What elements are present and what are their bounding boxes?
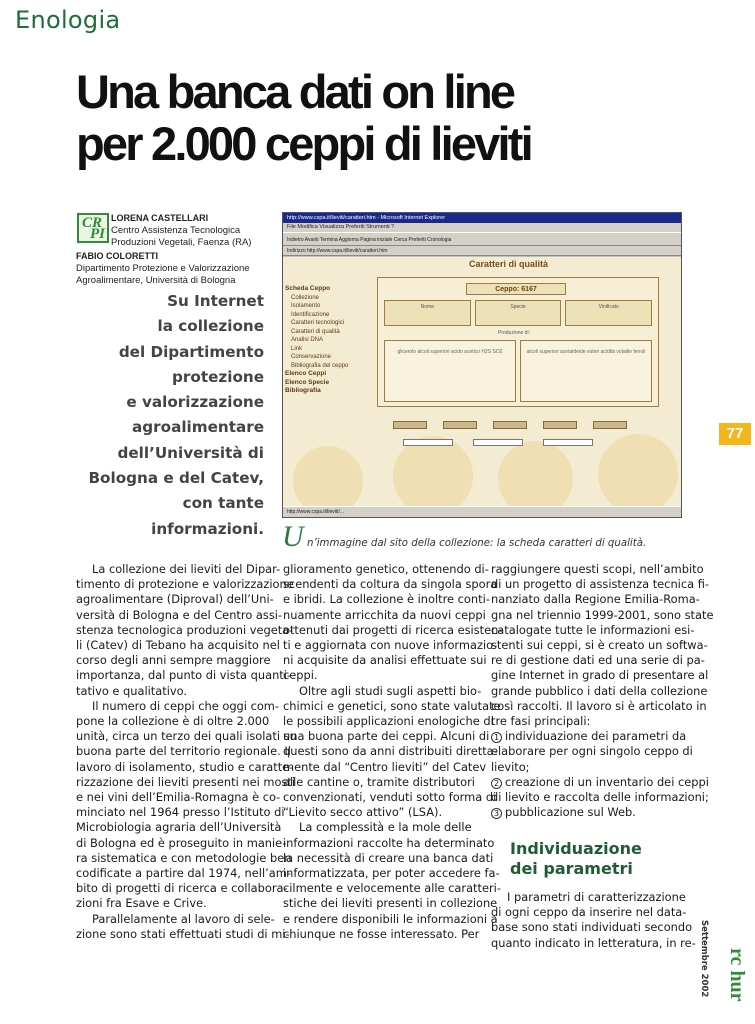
browser-status-bar: http://www.cspa.it/lieviti/... bbox=[283, 506, 681, 517]
text-line: I parametri di caratterizzazione bbox=[507, 890, 686, 904]
card-cell: Nome bbox=[384, 300, 471, 326]
text-line: ottenuti dai progetti di ricerca esisten- bbox=[283, 622, 503, 637]
author-affiliation: Dipartimento Protezione e Valorizzazione bbox=[76, 262, 250, 274]
text-line: re di gestione dati ed una serie di pa- bbox=[491, 653, 705, 668]
phase-line bbox=[491, 729, 713, 744]
text-line: zioni fra Esave e Crive. bbox=[76, 896, 207, 911]
body-column-3 bbox=[491, 562, 713, 820]
author-affiliation: Agroalimentare, Università di Bologna bbox=[76, 275, 236, 286]
text-line: convenzionati, venduti sotto forma di bbox=[283, 790, 497, 805]
web-page-heading: Caratteri di qualità bbox=[469, 259, 549, 269]
lede-line: Bologna e del Catev, bbox=[88, 469, 264, 488]
headline-line-1: Una banca dati on line bbox=[76, 65, 514, 118]
author-2 bbox=[76, 250, 250, 288]
headline-line-2: per 2.000 ceppi di lieviti bbox=[76, 117, 531, 170]
text-line: e rendere disponibili le informazioni a bbox=[283, 911, 498, 926]
text-line: chimici e genetici, sono state valutate bbox=[283, 698, 501, 713]
text-line: corso degli anni sempre maggiore bbox=[76, 653, 271, 668]
web-nav-item: Elenco Ceppi bbox=[285, 370, 327, 377]
phase-line bbox=[491, 805, 713, 820]
web-nav-item: Identificazione bbox=[291, 311, 330, 318]
phase-text: pubblicazione sul Web. bbox=[505, 805, 636, 820]
text-line: grande pubblico i dati della collezione bbox=[491, 683, 708, 698]
text-line: alle cantine o, tramite distributori bbox=[283, 774, 475, 789]
text-line: buona parte del territorio regionale. Il bbox=[76, 744, 291, 759]
phase-line bbox=[491, 744, 713, 759]
phase-text: individuazione dei parametri da bbox=[505, 729, 687, 744]
body-column-1 bbox=[76, 562, 297, 942]
lede-line: agroalimentare bbox=[132, 418, 264, 437]
phase-text: di lievito e raccolta delle informazioni; bbox=[491, 790, 709, 805]
web-nav-item: Conservazione bbox=[291, 354, 332, 360]
section-subhead bbox=[510, 839, 642, 879]
text-line: ra sistematica e con metodologie ben bbox=[76, 850, 292, 865]
card-cell: alcoli superiori acetaldeide esteri acidità volatile fenoli bbox=[520, 340, 652, 402]
card-header-row bbox=[384, 300, 652, 326]
text-line: ceppi. bbox=[283, 668, 318, 683]
text-line: unità, circa un terzo dei quali isolati su bbox=[76, 729, 297, 744]
web-nav-item: Caratteri di qualità bbox=[291, 328, 340, 335]
text-line: una buona parte dei ceppi. Alcuni di bbox=[283, 729, 490, 744]
text-line: li (Catev) di Tebano ha acquisito nel bbox=[76, 638, 280, 653]
text-line: catalogate tutte le informazioni esi- bbox=[491, 622, 695, 637]
browser-toolbar: Indietro Avanti Termina Aggiorna Pagina iniziale Cerca Preferiti Cronologia bbox=[283, 232, 681, 246]
phase-text: elaborare per ogni singolo ceppo di bbox=[491, 744, 693, 759]
logo-letters-bottom: PI bbox=[90, 226, 105, 242]
phase-text: creazione di un inventario dei ceppi bbox=[505, 774, 709, 789]
page-number: 77 bbox=[719, 423, 751, 445]
text-line: agroalimentare (Diproval) dell’Uni- bbox=[76, 592, 274, 607]
card-cell: glicerolo alcoli superiori acido acetico H2S SO2 bbox=[384, 340, 516, 402]
lede-line: del Dipartimento bbox=[118, 342, 264, 361]
website-screenshot bbox=[282, 212, 682, 518]
text-line: pone la collezione è di oltre 2.000 bbox=[76, 714, 270, 729]
magazine-logo: rc hur bbox=[726, 948, 748, 1002]
text-line: ni acquisite da analisi effettuate sui bbox=[283, 653, 487, 668]
text-line: gna nel triennio 1999-2001, sono state bbox=[491, 607, 714, 622]
web-button bbox=[593, 421, 627, 429]
browser-menu-bar: File Modifica Visualizza Preferiti Strumenti ? bbox=[283, 223, 681, 232]
web-nav-item: Caratteri tecnologici bbox=[291, 320, 345, 326]
subhead-line: dei parametri bbox=[510, 859, 633, 878]
web-button bbox=[393, 421, 427, 429]
author-name: FABIO COLORETTI bbox=[76, 251, 158, 261]
text-line: tre fasi principali: bbox=[491, 714, 591, 729]
web-nav-item: Analisi DNA bbox=[291, 337, 324, 343]
issue-date: Settembre 2002 bbox=[699, 920, 709, 998]
text-line: informatizzata, per poter accedere fa- bbox=[283, 866, 500, 881]
text-line: Il numero di ceppi che oggi com- bbox=[92, 698, 280, 713]
text-line: stenza tecnologica produzioni vegeta- bbox=[76, 622, 294, 637]
lede-line: con tante bbox=[182, 494, 264, 513]
text-line: così raccolti. Il lavoro si è articolato in bbox=[491, 698, 707, 713]
caption-text: n’immagine dal sito della collezione: la scheda caratteri di qualità. bbox=[307, 538, 647, 549]
phase-line bbox=[491, 760, 713, 775]
phase-line bbox=[491, 775, 713, 790]
web-select bbox=[403, 439, 453, 446]
text-line: di Bologna ed è proseguito in manie- bbox=[76, 835, 287, 850]
background-yeast-cells bbox=[283, 426, 681, 506]
web-button bbox=[493, 421, 527, 429]
section-label: Enologia bbox=[15, 6, 121, 34]
author-name: LORENA CASTELLARI bbox=[111, 213, 209, 223]
text-line: la necessità di creare una banca dati bbox=[283, 850, 494, 865]
text-line: quanto indicato in letteratura, in re- bbox=[491, 935, 696, 950]
body-column-3-continued bbox=[491, 890, 696, 951]
text-line: glioramento genetico, ottenendo di- bbox=[283, 562, 489, 576]
web-nav-menu bbox=[285, 285, 365, 396]
text-line: Oltre agli studi sugli aspetti bio- bbox=[299, 683, 482, 698]
text-line: stiche dei lieviti presenti in collezione bbox=[283, 896, 498, 911]
text-line: cilmente e velocemente alle caratteri- bbox=[283, 881, 501, 896]
phase-number: 2 bbox=[491, 778, 502, 789]
web-nav-item: Scheda Ceppo bbox=[285, 285, 331, 292]
author-affiliation: Produzioni Vegetali, Faenza (RA) bbox=[111, 237, 252, 248]
web-button-row bbox=[393, 421, 627, 429]
web-nav-item: Collezione bbox=[291, 294, 320, 301]
card-cell: Specie bbox=[475, 300, 562, 326]
browser-title-bar: http://www.cspa.it/lieviti/caratteri.htm - Microsoft Internet Explorer bbox=[283, 213, 681, 223]
logo-letters-top: CR bbox=[82, 215, 103, 231]
text-line: La complessità e la mole delle bbox=[299, 820, 472, 835]
phase-text: lievito; bbox=[491, 759, 530, 774]
text-line: e nei vini dell’Emilia-Romagna è co- bbox=[76, 790, 281, 805]
text-line: nanziato dalla Regione Emilia-Roma- bbox=[491, 592, 700, 607]
text-line: lavoro di isolamento, studio e caratte- bbox=[76, 759, 294, 774]
author-affiliation: Centro Assistenza Tecnologica bbox=[111, 224, 241, 236]
text-line: codificate a partire dal 1974, nell’am- bbox=[76, 866, 291, 881]
caption-initial: U bbox=[282, 520, 304, 553]
text-line: La collezione dei lieviti del Dipar- bbox=[92, 562, 281, 576]
text-line: raggiungere questi scopi, nell’ambito bbox=[491, 562, 704, 576]
text-line: scendenti da coltura da singola spora bbox=[283, 577, 498, 592]
text-line: zione sono stati effettuati studi di mi- bbox=[76, 926, 290, 941]
text-line: Microbiologia agraria dell’Università bbox=[76, 820, 282, 835]
web-nav-item: Elenco Specie bbox=[285, 378, 330, 386]
web-nav-item: Isolamento bbox=[291, 303, 321, 309]
phase-number: 1 bbox=[491, 732, 502, 743]
author-1 bbox=[111, 212, 251, 250]
body-column-2 bbox=[283, 562, 502, 942]
text-line: timento di protezione e valorizzazione bbox=[76, 577, 294, 592]
lede-line: protezione bbox=[172, 367, 264, 386]
web-nav-item: Link bbox=[291, 345, 303, 352]
text-line: importanza, dal punto di vista quanti- bbox=[76, 668, 292, 683]
subhead-line: Individuazione bbox=[510, 839, 642, 858]
lede-line: informazioni. bbox=[151, 519, 264, 538]
lede-line: dell’Università di bbox=[117, 443, 264, 462]
text-line: versità di Bologna e del Centro assi- bbox=[76, 607, 283, 622]
text-line: le possibili applicazioni enologiche di bbox=[283, 714, 494, 729]
headline bbox=[76, 66, 716, 170]
web-button bbox=[443, 421, 477, 429]
lede-line: la collezione bbox=[157, 317, 264, 336]
text-line: Parallelamente al lavoro di sele- bbox=[92, 911, 275, 926]
text-line: nuamente arricchita da nuovi ceppi bbox=[283, 607, 486, 622]
web-nav-item: Bibliografia del ceppo bbox=[291, 362, 349, 369]
text-line: rizzazione dei lieviti presenti nei mosti bbox=[76, 774, 295, 789]
lede bbox=[76, 289, 264, 542]
text-line: ti e aggiornata con nuove informazio- bbox=[283, 638, 498, 653]
text-line: gine Internet in grado di presentare al bbox=[491, 668, 709, 683]
web-select bbox=[543, 439, 593, 446]
lede-line: e valorizzazione bbox=[126, 393, 264, 412]
text-line: minciato nel 1964 presso l’Istituto di bbox=[76, 805, 285, 820]
phase-number: 3 bbox=[491, 808, 502, 819]
web-page bbox=[283, 257, 681, 506]
web-select-row bbox=[403, 439, 593, 446]
browser-address-bar: Indirizzo http://www.cspa.it/lieviti/caratteri.htm bbox=[283, 246, 681, 256]
text-line: bito di progetti di ricerca e collabora- bbox=[76, 881, 288, 896]
text-line: tativo e qualitativo. bbox=[76, 683, 188, 698]
card-detail-row bbox=[384, 340, 652, 402]
text-line: base sono stati individuati secondo bbox=[491, 920, 693, 935]
text-line: di ogni ceppo da inserire nel data- bbox=[491, 905, 687, 920]
web-button bbox=[543, 421, 577, 429]
text-line: e ibridi. La collezione è inoltre conti- bbox=[283, 592, 490, 607]
text-line: di un progetto di assistenza tecnica fi- bbox=[491, 577, 709, 592]
web-nav-item: Bibliografia bbox=[285, 387, 321, 394]
production-label: Produzione di: bbox=[498, 330, 530, 336]
quality-card bbox=[377, 277, 659, 407]
text-line: stenti sui ceppi, si è creato un softwa- bbox=[491, 638, 708, 653]
text-line: mente dal “Centro lieviti” del Catev bbox=[283, 759, 487, 774]
text-line: “Lievito secco attivo” (LSA). bbox=[283, 805, 443, 820]
text-line: chiunque ne fosse interessato. Per bbox=[283, 926, 480, 941]
text-line: informazioni raccolte ha determinato bbox=[283, 835, 495, 850]
phase-line bbox=[491, 790, 713, 805]
lede-line: Su Internet bbox=[167, 292, 264, 310]
web-select bbox=[473, 439, 523, 446]
text-line: questi sono da anni distribuiti diretta- bbox=[283, 744, 498, 759]
card-cell: Vinificato bbox=[565, 300, 652, 326]
strain-id: Ceppo: 6167 bbox=[466, 283, 566, 295]
institution-logo bbox=[77, 213, 109, 243]
